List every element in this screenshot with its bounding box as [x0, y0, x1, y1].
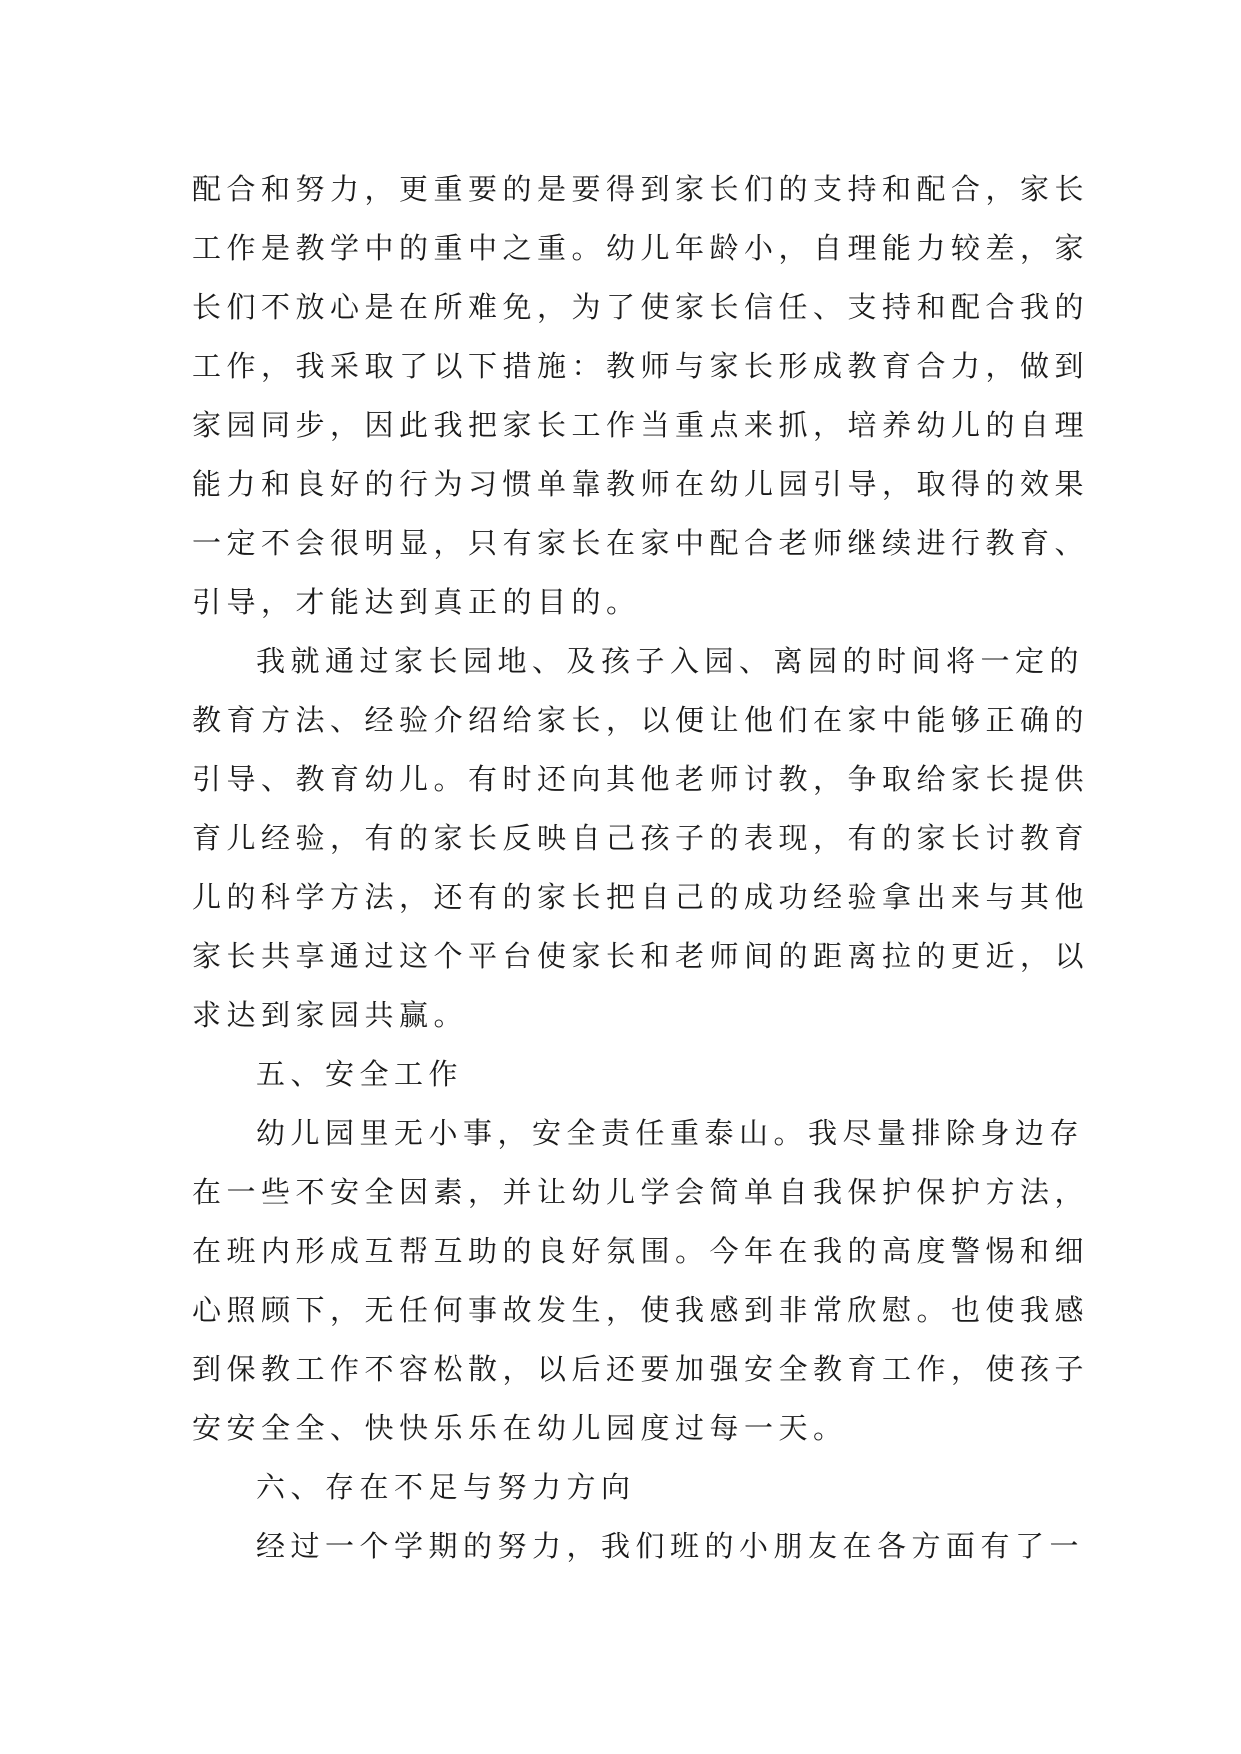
- text-line: 一定不会很明显，只有家长在家中配合老师继续进行教育、: [192, 526, 1090, 560]
- text-line: 求达到家园共赢。: [192, 998, 469, 1032]
- section-heading: 五、安全工作: [256, 1057, 464, 1091]
- text-line: 家长共享通过这个平台使家长和老师间的距离拉的更近，以: [192, 939, 1090, 973]
- text-line: 幼儿园里无小事，安全责任重泰山。我尽量排除身边存: [256, 1116, 1085, 1150]
- text-line: 引导，才能达到真正的目的。: [192, 585, 641, 619]
- text-line: 在班内形成互帮互助的良好氛围。今年在我的高度警惕和细: [192, 1234, 1090, 1268]
- text-line: 在一些不安全因素，并让幼儿学会简单自我保护保护方法，: [192, 1175, 1090, 1209]
- text-line: 长们不放心是在所难免，为了使家长信任、支持和配合我的: [192, 290, 1090, 324]
- text-line: 工作，我采取了以下措施：教师与家长形成教育合力，做到: [192, 349, 1090, 383]
- text-line: 教育方法、经验介绍给家长，以便让他们在家中能够正确的: [192, 703, 1090, 737]
- text-line: 能力和良好的行为习惯单靠教师在幼儿园引导，取得的效果: [192, 467, 1090, 501]
- text-line: 工作是教学中的重中之重。幼儿年龄小，自理能力较差，家: [192, 231, 1090, 265]
- text-line: 经过一个学期的努力，我们班的小朋友在各方面有了一: [256, 1529, 1085, 1563]
- body-text: [192, 160, 1090, 1576]
- text-line: 安安全全、快快乐乐在幼儿园度过每一天。: [192, 1411, 848, 1445]
- text-line: 到保教工作不容松散，以后还要加强安全教育工作，使孩子: [192, 1352, 1090, 1386]
- text-line: 我就通过家长园地、及孩子入园、离园的时间将一定的: [256, 644, 1085, 678]
- text-line: 心照顾下，无任何事故发生，使我感到非常欣慰。也使我感: [192, 1293, 1090, 1327]
- text-line: 家园同步，因此我把家长工作当重点来抓，培养幼儿的自理: [192, 408, 1090, 442]
- section-heading: 六、存在不足与努力方向: [256, 1470, 636, 1504]
- text-line: 引导、教育幼儿。有时还向其他老师讨教，争取给家长提供: [192, 762, 1090, 796]
- text-line: 儿的科学方法，还有的家长把自己的成功经验拿出来与其他: [192, 880, 1090, 914]
- text-line: 育儿经验，有的家长反映自己孩子的表现，有的家长讨教育: [192, 821, 1090, 855]
- text-line: 配合和努力，更重要的是要得到家长们的支持和配合，家长: [192, 172, 1090, 206]
